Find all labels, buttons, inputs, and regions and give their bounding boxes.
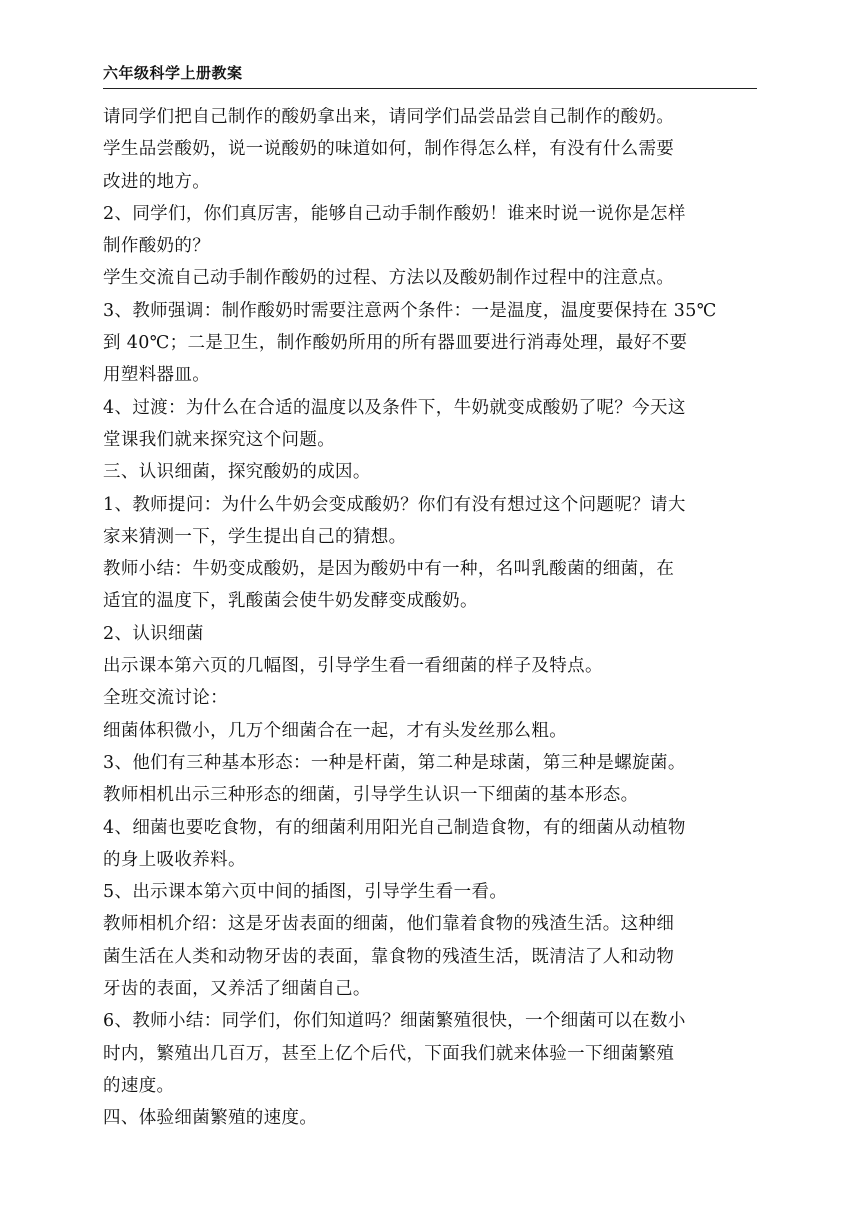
- text-line: 2、认识细菌: [103, 623, 204, 644]
- text-line: 2、同学们，你们真厉害，能够自己动手制作酸奶！谁来时说一说你是怎样: [103, 203, 686, 224]
- text-line: 改进的地方。: [103, 171, 211, 192]
- text-line: 出示课本第六页的几幅图，引导学生看一看细菌的样子及特点。: [103, 656, 603, 677]
- text-line: 的速度。: [103, 1075, 175, 1096]
- text-line: 制作酸奶的？: [103, 236, 211, 257]
- text-line: 堂课我们就来探究这个问题。: [103, 429, 336, 450]
- document-title: 六年级科学上册教案: [103, 64, 243, 82]
- text-line: 5、出示课本第六页中间的插图，引导学生看一看。: [103, 882, 508, 903]
- text-line: 4、过渡：为什么在合适的温度以及条件下，牛奶就变成酸奶了呢？今天这: [103, 397, 686, 418]
- text-line: 到 40℃；二是卫生，制作酸奶所用的所有器皿要进行消毒处理，最好不要: [103, 333, 688, 354]
- text-line: 学生交流自己动手制作酸奶的过程、方法以及酸奶制作过程中的注意点。: [103, 268, 675, 289]
- text-line: 牙齿的表面，又养活了细菌自己。: [103, 979, 371, 1000]
- text-line: 教师小结：牛奶变成酸奶，是因为酸奶中有一种，名叫乳酸菌的细菌，在: [103, 559, 675, 580]
- text-line: 菌生活在人类和动物牙齿的表面，靠食物的残渣生活，既清洁了人和动物: [103, 946, 675, 967]
- section-heading: 四、体验细菌繁殖的速度。: [103, 1108, 318, 1129]
- text-line: 全班交流讨论：: [103, 688, 228, 709]
- text-line: 时内，繁殖出几百万，甚至上亿个后代，下面我们就来体验一下细菌繁殖: [103, 1043, 675, 1064]
- section-heading: 三、认识细菌，探究酸奶的成因。: [103, 462, 371, 483]
- text-line: 的身上吸收养料。: [103, 849, 246, 870]
- text-line: 请同学们把自己制作的酸奶拿出来，请同学们品尝品尝自己制作的酸奶。: [103, 107, 675, 127]
- text-line: 适宜的温度下，乳酸菌会使牛奶发酵变成酸奶。: [103, 591, 478, 612]
- text-line: 教师相机出示三种形态的细菌，引导学生认识一下细菌的基本形态。: [103, 785, 639, 806]
- text-line: 6、教师小结：同学们，你们知道吗？细菌繁殖很快，一个细菌可以在数小: [103, 1011, 686, 1032]
- document-body: [103, 101, 763, 1135]
- text-line: 家来猜测一下，学生提出自己的猜想。: [103, 526, 407, 547]
- text-line: 细菌体积微小，几万个细菌合在一起，才有头发丝那么粗。: [103, 720, 568, 741]
- text-line: 学生品尝酸奶，说一说酸奶的味道如何，制作得怎么样，有没有什么需要: [103, 139, 675, 160]
- text-line: 1、教师提问：为什么牛奶会变成酸奶？你们有没有想过这个问题呢？请大: [103, 494, 686, 515]
- text-line: 3、教师强调：制作酸奶时需要注意两个条件：一是温度，温度要保持在 35℃: [103, 300, 717, 321]
- text-line: 教师相机介绍：这是牙齿表面的细菌，他们靠着食物的残渣生活。这种细: [103, 914, 675, 935]
- text-line: 3、他们有三种基本形态：一种是杆菌，第二种是球菌，第三种是螺旋菌。: [103, 752, 686, 773]
- page-header: [103, 62, 757, 89]
- text-line: 用塑料器皿。: [103, 365, 211, 386]
- text-line: 4、细菌也要吃食物，有的细菌利用阳光自己制造食物，有的细菌从动植物: [103, 817, 686, 838]
